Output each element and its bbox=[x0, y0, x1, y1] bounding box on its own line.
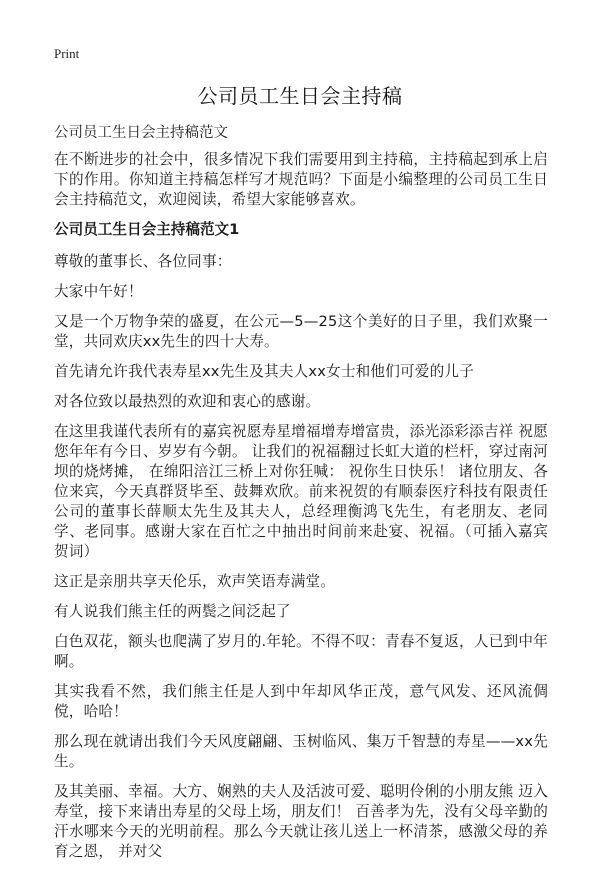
paragraph: 及其美丽、幸福。大方、娴熟的夫人及活波可爱、聪明伶俐的小朋友熊 迈入寿堂，接下来请出寿星的父母上场，朋友们！ 百善孝为先，没有父母辛勤的汗水哪来今天的光明前程。那么今天就让孩儿送上一杯清茶，感激父母的养育之恩， 并对父 bbox=[54, 783, 548, 860]
section-heading: 公司员工生日会主持稿范文1 bbox=[54, 221, 240, 238]
paragraph: 其实我看不然，我们熊主任是人到中年却风华正茂，意气风发、还风流倜傥，哈哈！ bbox=[54, 683, 548, 720]
intro-paragraph: 在不断进步的社会中，很多情况下我们需要用到主持稿，主持稿起到承上启下的作用。你知道主持稿怎样写才规范吗？下面是小编整理的公司员工生日会主持稿范文，欢迎阅读，希望大家能够喜欢。 bbox=[54, 151, 548, 208]
paragraph: 有人说我们熊主任的两鬓之间泛起了 bbox=[54, 603, 291, 620]
paragraph: 这正是亲朋共享天伦乐，欢声笑语寿满堂。 bbox=[54, 573, 336, 590]
paragraph: 大家中午好！ bbox=[54, 283, 143, 300]
paragraph: 对各位致以最热烈的欢迎和衷心的感谢。 bbox=[54, 393, 321, 410]
paragraph: 又是一个万物争荣的盛夏，在公元—5—25这个美好的日子里，我们欢聚一堂，共同欢庆xx先生的四十大寿。 bbox=[54, 313, 548, 350]
paragraph: 尊敬的董事长、各位同事： bbox=[54, 253, 232, 270]
paragraph: 在这里我谨代表所有的嘉宾祝愿寿星增福增寿增富贵，添光添彩添吉祥 祝愿您年年有今日、岁岁有今朝。 让我们的祝福翻过长虹大道的栏杆，穿过南河坝的烧烤摊， 在绵阳涪江三桥上对你狂喊： 祝你生日快乐！ 诸位朋友、各位来宾，今天真群贤毕至、鼓舞欢欣。前来祝贺的有顺泰医疗科技有限责任公司的董事长薛顺太先生及其夫人，总经理衡鸿飞先生，有老朋友、老同学、老同事。感谢大家在百忙之中抽出时间前来赴宴、祝福。（可插入嘉宾贺词） bbox=[54, 423, 548, 560]
document-body bbox=[54, 150, 548, 872]
paragraph: 那么现在就请出我们今天风度翩翩、玉树临风、集万千智慧的寿星——xx先生。 bbox=[54, 733, 548, 770]
document-title: 公司员工生日会主持稿 bbox=[197, 84, 403, 108]
paragraph: 白色双花，额头也爬满了岁月的.年轮。不得不叹：青春不复返，人已到中年啊。 bbox=[54, 633, 548, 670]
paragraph: 首先请允许我代表寿星xx先生及其夫人xx女士和他们可爱的儿子 bbox=[54, 363, 474, 380]
print-link[interactable]: Print bbox=[54, 46, 80, 61]
document-subtitle: 公司员工生日会主持稿范文 bbox=[54, 125, 228, 141]
